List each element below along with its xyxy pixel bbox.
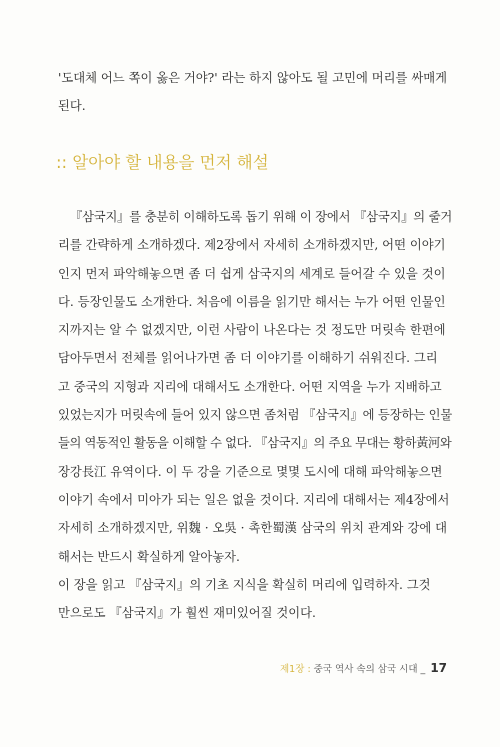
footer-title: 중국 역사 속의 삼국 시대 _ [313, 664, 426, 675]
text-line: '도대체 어느 쪽이 옳은 거야?' 라는 하지 않아도 될 고민에 머리를 싸매게 [58, 71, 447, 85]
section-heading: :: 알아야 할 내용을 먼저 해설 [56, 153, 269, 172]
intro-paragraph [58, 64, 452, 121]
text-line: 자세히 소개하겠지만, 위魏 · 오吳 · 촉한蜀漢 삼국의 위치 관계와 강에 대 [58, 521, 448, 536]
text-line: 된다. [58, 99, 86, 114]
footer-chapter: 제1장 [280, 664, 305, 675]
text-line: 만으로도 『삼국지』가 훨씬 재미있어질 것이다. [58, 606, 316, 621]
text-line: 이야기 속에서 미아가 되는 일은 없을 것이다. 지리에 대해서는 제4장에서 [58, 492, 450, 507]
body-paragraph [58, 203, 452, 627]
text-line: 이 장을 읽고 『삼국지』의 기초 지식을 확실히 머리에 입력하자. 그것 [58, 577, 431, 592]
footer-separator: : [307, 664, 311, 675]
page-footer [280, 661, 447, 675]
text-line: 리를 간략하게 소개하겠다. 제2장에서 자세히 소개하겠지만, 어떤 이야기 [58, 238, 446, 253]
text-line: 『삼국지』를 충분히 이해하도록 돕기 위해 이 장에서 『삼국지』의 줄거 [70, 210, 453, 224]
text-line: 있었는지가 머릿속에 들어 있지 않으면 좀처럼 『삼국지』에 등장하는 인물 [58, 408, 453, 423]
page-number: 17 [430, 661, 448, 675]
text-line: 인지 먼저 파악해놓으면 좀 더 쉽게 삼국지의 세계로 들어갈 수 있을 것이 [58, 266, 446, 281]
text-line: 들의 역동적인 활동을 이해할 수 없다. 『삼국지』의 주요 무대는 황하黃河와 [58, 436, 452, 451]
text-line: 지까지는 알 수 없겠지만, 이런 사람이 나온다는 것 정도만 머릿속 한편에 [58, 323, 446, 338]
text-line: 장강長江 유역이다. 이 두 강을 기준으로 몇몇 도시에 대해 파악해놓으면 [58, 464, 443, 479]
text-line: 해서는 반드시 확실하게 알아놓자. [58, 549, 240, 564]
text-line: 담아두면서 전체를 읽어나가면 좀 더 이야기를 이해하기 쉬워진다. 그리 [58, 351, 438, 366]
text-line: 다. 등장인물도 소개한다. 처음에 이름을 읽기만 해서는 누가 어떤 인물인 [58, 294, 446, 309]
text-line: 고 중국의 지형과 지리에 대해서도 소개한다. 어떤 지역을 누가 지배하고 [58, 379, 442, 394]
